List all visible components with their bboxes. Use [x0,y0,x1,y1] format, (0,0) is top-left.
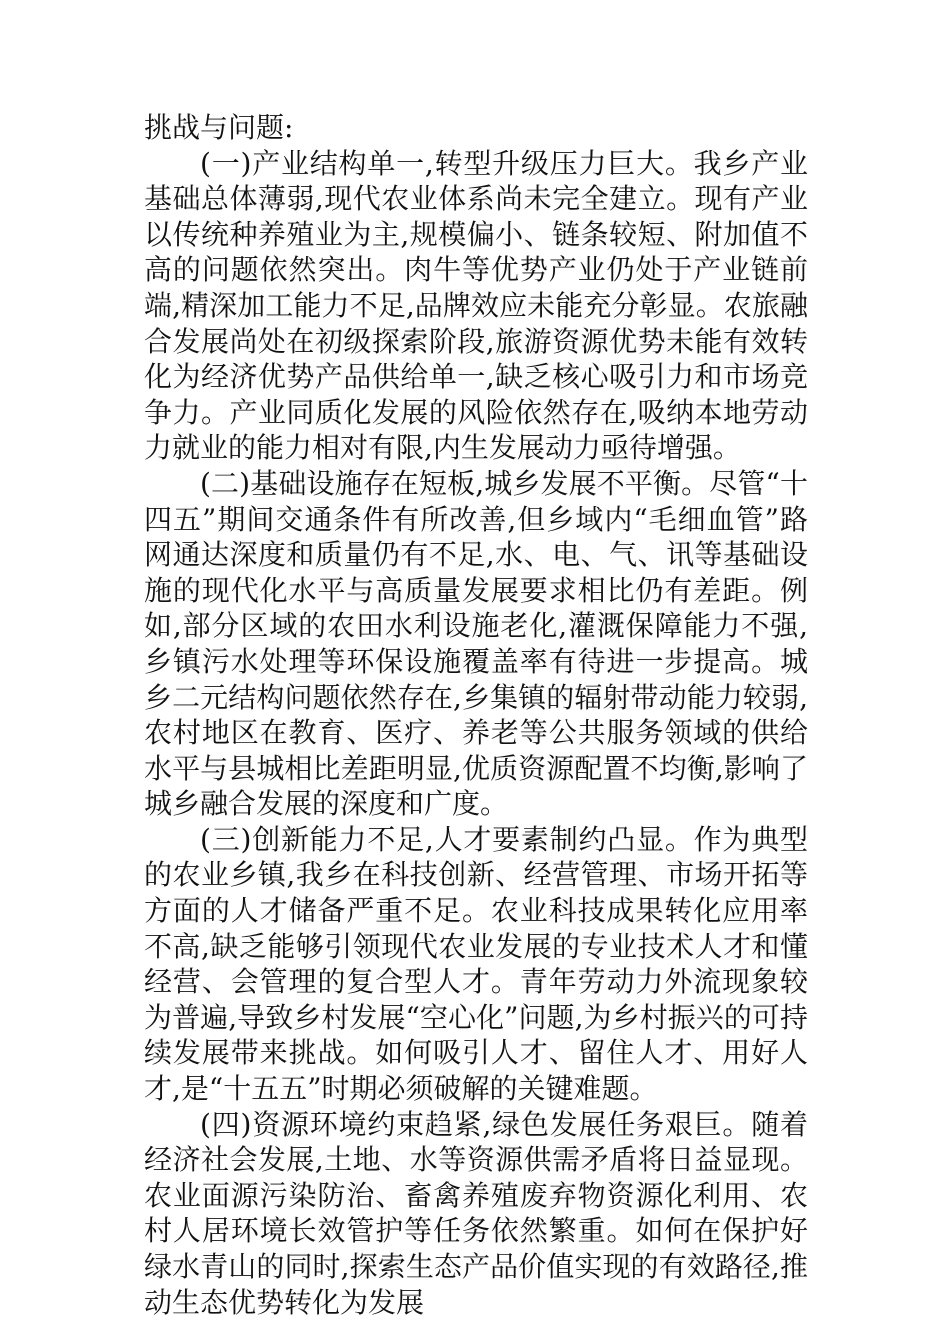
paragraph-industry-structure: (一)产业结构单一,转型升级压力巨大。我乡产业基础总体薄弱,现代农业体系尚未完全建立。现有产业以传统种养殖业为主,规模偏小、链条较短、附加值不高的问题依然突出。肉牛等优势产业仍处于产业链前端,精深加工能力不足,品牌效应未能充分彰显。农旅融合发展尚处在初级探索阶段,旅游资源优势未能有效转化为经济优势产品供给单一,缺乏核心吸引力和市场竞争力。产业同质化发展的风险依然存在,吸纳本地劳动力就业的能力相对有限,内生发展动力亟待增强。 [144,146,808,465]
paragraph-infrastructure: (二)基础设施存在短板,城乡发展不平衡。尽管“十四五”期间交通条件有所改善,但乡域内“毛细血管”路网通达深度和质量仍有不足,水、电、气、讯等基础设施的现代化水平与高质量发展要求相比仍有差距。例如,部分区域的农田水利设施老化,灌溉保障能力不强,乡镇污水处理等环保设施覆盖率有待进一步提高。城乡二元结构问题依然存在,乡集镇的辐射带动能力较弱,农村地区在教育、医疗、养老等公共服务领域的供给水平与县城相比差距明显,优质资源配置不均衡,影响了城乡融合发展的深度和广度。 [144,466,808,821]
section-lead: 挑战与问题: [144,111,294,144]
paragraph-resource-environment: (四)资源环境约束趋紧,绿色发展任务艰巨。随着经济社会发展,土地、水等资源供需矛盾将日益显现。农业面源污染防治、畜禽养殖废弃物资源化利用、农村人居环境长效管护等任务依然繁重。如何在保护好绿水青山的同时,探索生态产品价值实现的有效路径,推动生态优势转化为发展 [144,1107,808,1319]
paragraph-innovation-talent: (三)创新能力不足,人才要素制约凸显。作为典型的农业乡镇,我乡在科技创新、经营管理、市场开拓等方面的人才储备严重不足。农业科技成果转化应用率不高,缺乏能够引领现代农业发展的专业技术人才和懂经营、会管理的复合型人才。青年劳动力外流现象较为普遍,导致乡村发展“空心化”问题,为乡村振兴的可持续发展带来挑战。如何吸引人才、留住人才、用好人才,是“十五五”时期必须破解的关键难题。 [144,822,808,1106]
document-page [144,110,808,1320]
